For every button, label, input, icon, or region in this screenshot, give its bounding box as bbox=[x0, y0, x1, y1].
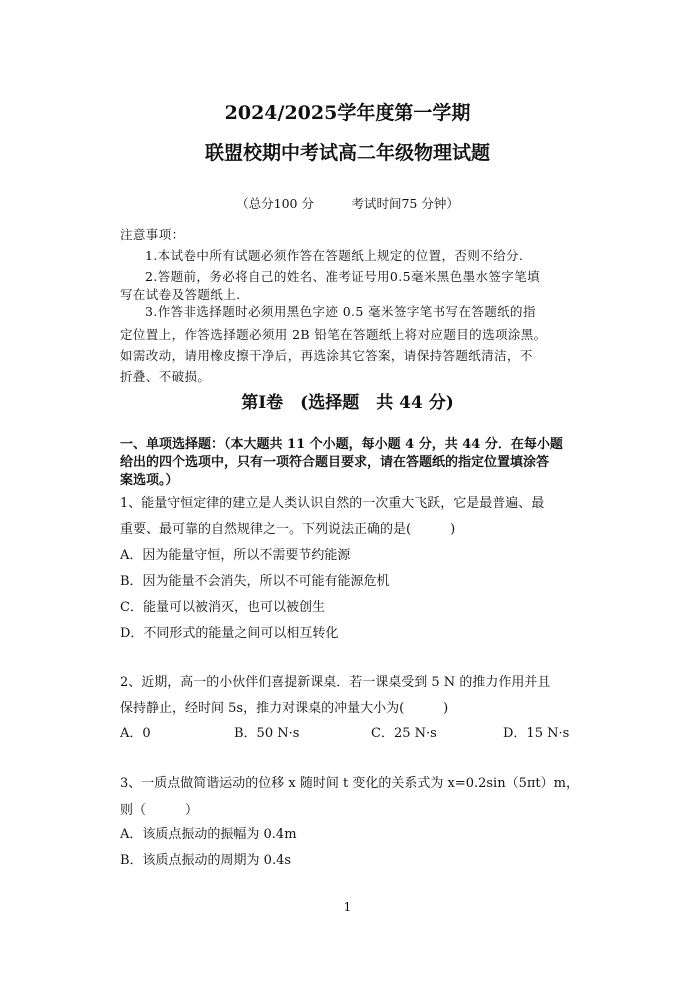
notice-heading: 注意事项： bbox=[120, 227, 185, 242]
page-number: 1 bbox=[343, 900, 352, 914]
exam-title-line2: 联盟校期中考试高二年级物理试题 bbox=[204, 142, 490, 164]
q1-option-d: D．不同形式的能量之间可以相互转化 bbox=[120, 626, 339, 641]
q1-stem-line-2: 重要、最可靠的自然规律之一。下列说法正确的是( ) bbox=[120, 522, 456, 537]
exam-title-line1: 2024/2025学年度第一学期 bbox=[224, 102, 471, 124]
q1-option-a: A．因为能量守恒，所以不需要节约能源 bbox=[120, 548, 351, 563]
instructions-line-3: 案选项。） bbox=[120, 473, 179, 488]
q2-option-d: D．15 N·s bbox=[503, 726, 570, 741]
instructions-line-2: 给出的四个选项中，只有一项符合题目要求，请在答题纸的指定位置填涂答 bbox=[120, 455, 550, 470]
q2-stem-line-1: 2、近期，高一的小伙伴们喜提新课桌．若一课桌受到 5 N 的推力作用并且 bbox=[120, 675, 551, 690]
notice-line-3d: 折叠、不破损。 bbox=[120, 369, 211, 384]
notice-line-3b: 定位置上，作答选择题必须用 2B 铅笔在答题纸上将对应题目的选项涂黑。 bbox=[120, 327, 547, 342]
q1-stem-line-1: 1、能量守恒定律的建立是人类认识自然的一次重大飞跃，它是最普遍、最 bbox=[120, 496, 545, 511]
q2-stem-line-2: 保持静止，经时间 5s，推力对课桌的冲量大小为( ) bbox=[120, 701, 449, 716]
q1-option-b: B．因为能量不会消失，所以不可能有能源危机 bbox=[120, 574, 390, 589]
notice-line-2b: 写在试卷及答题纸上. bbox=[120, 287, 241, 302]
q3-option-a: A．该质点振动的振幅为 0.4m bbox=[120, 827, 297, 842]
notice-line-1: 1.本试卷中所有试题必须作答在答题纸上规定的位置，否则不给分. bbox=[145, 248, 524, 263]
notice-line-2a: 2.答题前，务必将自己的姓名、准考证号用0.5毫米黑色墨水签字笔填 bbox=[145, 269, 541, 284]
q2-option-c: C．25 N·s bbox=[371, 726, 437, 741]
instructions-line-1: 一、单项选择题：（本大题共 11 个小题，每小题 4 分，共 44 分．在每小题 bbox=[120, 437, 563, 452]
q3-stem-line-1: 3、一质点做简谐运动的位移 x 随时间 t 变化的关系式为 x=0.2sin（5πt）m， bbox=[120, 776, 579, 791]
q1-option-c: C．能量可以被消灭，也可以被创生 bbox=[120, 600, 325, 615]
q2-option-a: A．0 bbox=[120, 726, 151, 741]
q3-stem-line-2: 则（ ） bbox=[120, 803, 199, 818]
q2-option-b: B．50 N·s bbox=[234, 726, 300, 741]
notice-line-3a: 3.作答非选择题时必须用黑色字迹 0.5 毫米签字笔书写在答题纸的指 bbox=[145, 304, 536, 319]
section-title: 第Ⅰ卷 (选择题 共 44 分) bbox=[241, 393, 454, 413]
q3-option-b: B．该质点振动的周期为 0.4s bbox=[120, 853, 292, 868]
notice-line-3c: 如需改动，请用橡皮擦干净后，再选涂其它答案，请保持答题纸清洁，不 bbox=[120, 348, 533, 363]
exam-score-time: （总分100 分 考试时间75 分钟） bbox=[236, 196, 459, 211]
